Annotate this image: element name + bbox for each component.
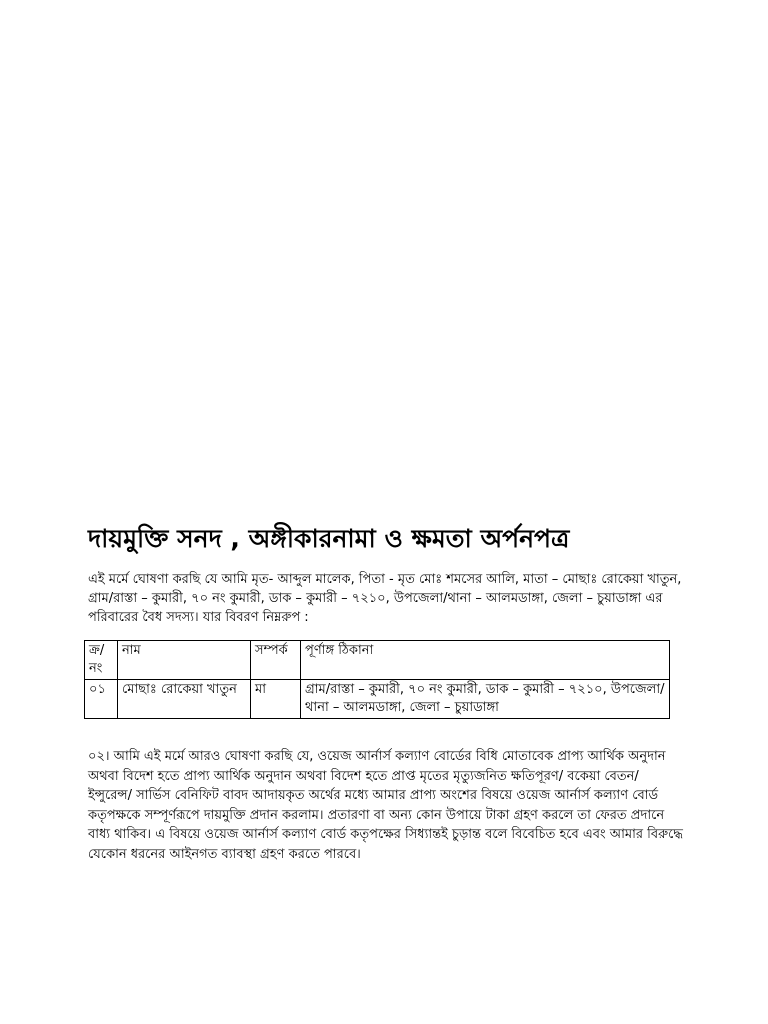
table-header-row (85, 641, 670, 680)
declaration-paragraph: ০২। আমি এই মর্মে আরও ঘোষণা করছি যে, ওয়েজ আর্নার্স কল্যাণ বোর্ডের বিধি মোতাবেক প্রাপ্য আর্থিক অনুদান অথবা বিদেশ হতে প্রাপ্য আর্থিক অনুদান অথবা বিদেশ হতে প্রাপ্ত মৃতের মৃত্যুজনিত ক্ষতিপূরণ/ বকেয়া বেতন/ ইন্সুরেন্স/ সার্ভিস বেনিফিট বাবদ আদায়কৃত অর্থের মধ্যে আমার প্রাপ্য অংশের বিষয়ে ওয়েজ আর্নার্স কল্যাণ বোর্ড কতৃপক্ষকে সম্পূর্ণরূপে দায়মুক্তি প্রদান করলাম। প্রতারণা বা অন্য কোন উপায়ে টাকা গ্রহণ করলে তা ফেরত প্রদানে বাধ্য থাকিব। এ বিষয়ে ওয়েজ আর্নার্স কল্যাণ বোর্ড কতৃপক্ষের সিধ্যান্তই চুড়ান্ত বলে বিবেচিত হবে এবং আমার বিরুদ্ধে যেকোন ধরনের আইনগত ব্যাবস্থা গ্রহণ করতে পারবে। (88, 749, 683, 862)
members-table (84, 640, 670, 719)
cell-address: গ্রাম/রাস্তা – কুমারী, ৭০ নং কুমারী, ডাক – কুমারী – ৭২১০, উপজেলা/থানা – আলমডাঙ্গা, জেলা – চুয়াডাঙ্গা (301, 680, 670, 719)
document-title: দায়মুক্তি সনদ , অঙ্গীকারনামা ও ক্ষমতা অর্পনপত্র (88, 524, 570, 553)
cell-serial: ০১ (85, 680, 118, 719)
table-row (85, 680, 670, 719)
cell-relation: মা (251, 680, 301, 719)
header-name: নাম (118, 641, 251, 680)
intro-paragraph: এই মর্মে ঘোষণা করছি যে আমি মৃত- আব্দুল মালেক, পিতা - মৃত মোঃ শমসের আলি, মাতা – মোছাঃ রোকেয়া খাতুন, গ্রাম/রাস্তা – কুমারী, ৭০ নং কুমারী, ডাক – কুমারী – ৭২১০, উপজেলা/থানা – আলমডাঙ্গা, জেলা – চুয়াডাঙ্গা এর পরিবারের বৈধ সদস্য। যার বিবরণ নিম্নরুপ : (88, 572, 682, 625)
header-relation: সম্পর্ক (251, 641, 301, 680)
header-address: পূর্ণাঙ্গ ঠিকানা (301, 641, 670, 680)
header-serial: ক্র/ নং (85, 641, 118, 680)
cell-name: মোছাঃ রোকেয়া খাতুন (118, 680, 251, 719)
